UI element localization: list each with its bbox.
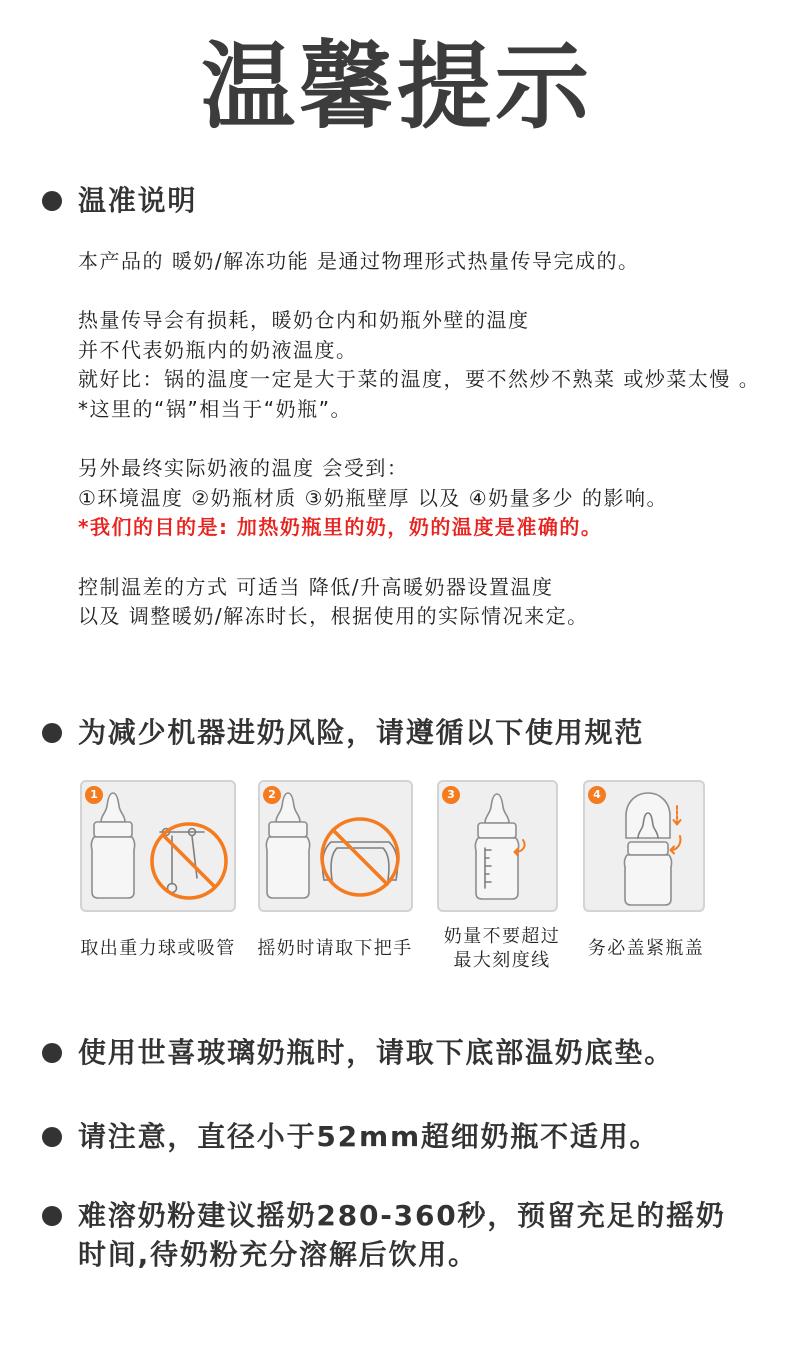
text-line: 并不代表奶瓶内的奶液温度。 bbox=[78, 337, 358, 362]
prohibition-slash bbox=[163, 835, 215, 887]
paragraph bbox=[78, 454, 778, 543]
step-number-badge: 4 bbox=[588, 786, 606, 804]
bullet-dot bbox=[42, 723, 62, 743]
text-line: 另外最终实际奶液的温度 会受到： bbox=[78, 456, 409, 481]
text-line: ①环境温度 ②奶瓶材质 ③奶瓶壁厚 以及 ④奶量多少 的影响。 bbox=[78, 485, 669, 510]
caption-line: 取出重力球或吸管 bbox=[80, 938, 236, 959]
prohibition-icon bbox=[152, 824, 226, 898]
text-line: 以及 调整暖奶/解冻时长，根据使用的实际情况来定。 bbox=[78, 604, 589, 629]
bottle-handle-icon bbox=[322, 842, 397, 880]
straw-tube bbox=[192, 836, 197, 878]
dome-cap bbox=[626, 793, 670, 838]
text-line: 就好比：锅的温度一定是大于菜的温度，要不然炒不熟菜 或炒菜太慢 。 bbox=[78, 367, 761, 392]
step-caption-1 bbox=[68, 925, 248, 973]
temperature-section-heading: 温准说明 bbox=[78, 184, 198, 217]
bottle-body bbox=[475, 838, 518, 899]
step-caption-2 bbox=[245, 925, 425, 973]
caption-line: 务必盖紧瓶盖 bbox=[587, 938, 705, 959]
step-number-badge: 2 bbox=[263, 786, 281, 804]
bottle-icon bbox=[91, 793, 134, 898]
bullet-dot bbox=[42, 1127, 62, 1147]
highlight-text-line: *我们的目的是: 加热奶瓶里的奶，奶的温度是准确的。 bbox=[78, 515, 603, 540]
down-arrow-icon bbox=[674, 806, 681, 825]
bottle-body bbox=[91, 837, 134, 898]
note-line: 请注意，直径小于52mm超细奶瓶不适用。 bbox=[78, 1120, 660, 1153]
remove-straw-illustration bbox=[80, 780, 236, 912]
text-line: 控制温差的方式 可适当 降低/升高暖奶器设置温度 bbox=[78, 574, 554, 599]
bullet-dot bbox=[42, 1206, 62, 1226]
text-line: 本产品的 暖奶/解冻功能 是通过物理形式热量传导完成的。 bbox=[78, 249, 640, 273]
note-shake-time bbox=[78, 1196, 726, 1274]
bottle-icon bbox=[475, 794, 518, 899]
bottle-icon bbox=[624, 842, 671, 905]
caption-line: 最大刻度线 bbox=[453, 950, 551, 971]
caption-line: 摇奶时请取下把手 bbox=[257, 938, 413, 959]
bottle-collar bbox=[478, 823, 516, 838]
note-glass-bottle bbox=[78, 1033, 674, 1073]
bullet-dot bbox=[42, 191, 62, 211]
text-line: *这里的“锅”相当于“奶瓶”。 bbox=[78, 396, 352, 421]
step-card-4 bbox=[583, 780, 705, 912]
curved-arrow-icon bbox=[671, 836, 681, 854]
bottle-icon bbox=[266, 793, 309, 898]
bottle-collar bbox=[628, 842, 668, 855]
step-number-badge: 3 bbox=[442, 786, 460, 804]
bottle-collar bbox=[269, 822, 307, 837]
step-number-badge: 1 bbox=[85, 786, 103, 804]
bottle-collar bbox=[94, 822, 132, 837]
bottle-nipple bbox=[101, 793, 125, 822]
prohibition-icon bbox=[322, 819, 398, 895]
step-card-3 bbox=[437, 780, 558, 912]
usage-section-heading: 为减少机器进奶风险，请遵循以下使用规范 bbox=[78, 716, 645, 749]
prohibition-slash bbox=[333, 830, 387, 884]
temperature-explanation-text bbox=[78, 247, 778, 661]
step-card-1 bbox=[80, 780, 236, 912]
bottle-nipple bbox=[485, 794, 509, 823]
page-title: 温馨提示 bbox=[200, 33, 593, 142]
note-bottle-diameter bbox=[78, 1117, 659, 1157]
bottle-cap-icon bbox=[626, 793, 670, 838]
paragraph bbox=[78, 306, 778, 424]
paragraph bbox=[78, 247, 778, 277]
text-line: 热量传导会有损耗，暖奶仓内和奶瓶外壁的温度 bbox=[78, 308, 530, 333]
note-line: 时间,待奶粉充分溶解后饮用。 bbox=[78, 1238, 478, 1271]
step-card-2 bbox=[258, 780, 413, 912]
bottle-body bbox=[624, 855, 671, 905]
bottle-body bbox=[266, 837, 309, 898]
paragraph bbox=[78, 573, 778, 632]
note-line: 难溶奶粉建议摇奶280-360秒，预留充足的摇奶 bbox=[78, 1199, 726, 1232]
note-line: 使用世喜玻璃奶瓶时，请取下底部温奶底垫。 bbox=[78, 1036, 675, 1069]
step-caption-4 bbox=[556, 925, 736, 973]
caption-line: 奶量不要超过 bbox=[443, 926, 561, 947]
remove-handle-illustration bbox=[258, 780, 413, 912]
bullet-dot bbox=[42, 1043, 62, 1063]
